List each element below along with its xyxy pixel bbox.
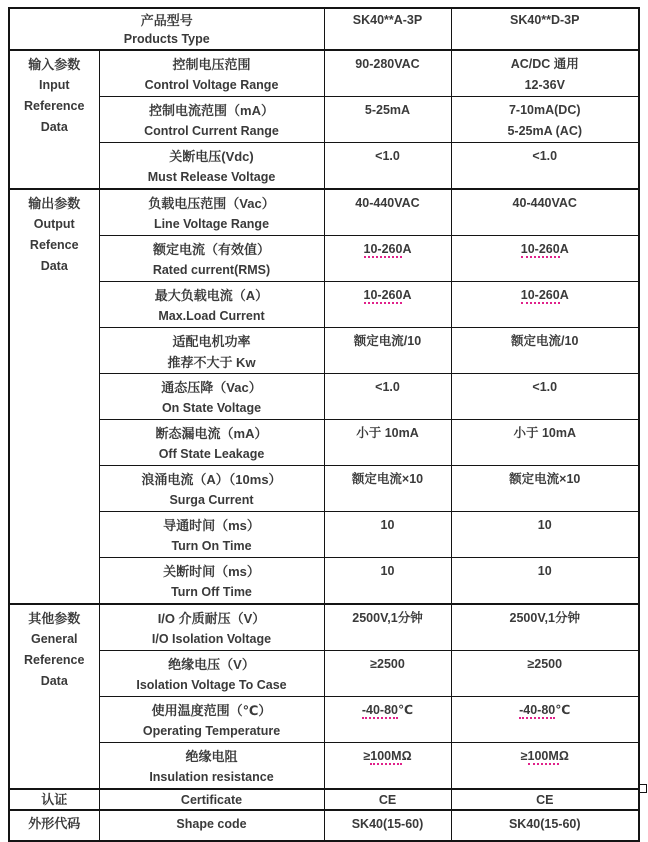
- param-cell: [99, 466, 324, 512]
- row-must-release-voltage: [9, 143, 639, 190]
- value-line: 额定电流×10: [351, 472, 424, 486]
- param-zh: 绝缘电阻: [185, 749, 238, 764]
- param-en: Control Voltage Range: [144, 78, 279, 92]
- param-zh: 额定电流（有效值）: [152, 242, 270, 257]
- param-cell: [99, 97, 324, 143]
- value-line: ≥2500: [527, 657, 563, 671]
- row-insulation-resistance: [9, 743, 639, 790]
- model-a-label: SK40**A-3P: [352, 13, 423, 27]
- category-output: [9, 189, 99, 604]
- category-input-line: Reference: [24, 99, 85, 113]
- table-resize-handle-icon[interactable]: [639, 784, 647, 793]
- category-general-line: General: [30, 632, 78, 646]
- value-line: 10-260A: [520, 242, 569, 256]
- param-en: Line Voltage Range: [153, 217, 270, 231]
- value-cell-d: SK40(15-60): [451, 810, 639, 841]
- row-control-current: [9, 97, 639, 143]
- value-line: 额定电流/10: [353, 334, 422, 348]
- row-max-load-current: [9, 282, 639, 328]
- category-general-line: Reference: [24, 653, 85, 667]
- value-cell-d: [451, 282, 639, 328]
- value-cell-d: [451, 50, 639, 97]
- param-zh: 最大负载电流（A）: [154, 288, 269, 303]
- value-line: 90-280VAC: [355, 57, 420, 71]
- param-cell: [99, 374, 324, 420]
- param-cell: [99, 328, 324, 374]
- param-en: Operating Temperature: [142, 724, 281, 738]
- value-line: -40-80℃: [519, 703, 571, 717]
- value-cell-d: [451, 697, 639, 743]
- value-cell-a: [324, 50, 451, 97]
- row-certificate: [9, 789, 639, 810]
- value-line: 5-25mA: [364, 103, 411, 117]
- spec-table: [8, 7, 640, 842]
- value-cell-d: [451, 512, 639, 558]
- param-en: Control Current Range: [144, 124, 279, 138]
- param-cell: [99, 512, 324, 558]
- spellcheck-underline: 10-260: [520, 242, 560, 256]
- value-cell-a: [324, 143, 451, 190]
- param-cell: [99, 236, 324, 282]
- value-cell-a: [324, 420, 451, 466]
- value-line: -40-80℃: [361, 703, 414, 717]
- value-cell-a: [324, 651, 451, 697]
- value-line: 10: [380, 518, 395, 532]
- row-isolation-voltage: [9, 651, 639, 697]
- param-zh2: 推荐不大于 Kw: [167, 355, 256, 370]
- spellcheck-underline: 100M: [370, 749, 402, 763]
- param-cell: [99, 143, 324, 190]
- param-cell: [99, 50, 324, 97]
- value-cell-d: [451, 236, 639, 282]
- value-line: 额定电流×10: [509, 472, 581, 486]
- row-line-voltage: [9, 189, 639, 236]
- param-en: Rated current(RMS): [152, 263, 271, 277]
- value-line: <1.0: [375, 149, 400, 163]
- value-line: 小于 10mA: [513, 426, 577, 440]
- spellcheck-underline: -40-80: [361, 703, 398, 717]
- param-en: Turn Off Time: [171, 585, 252, 599]
- row-shape-code: [9, 810, 639, 841]
- value-line: 10: [380, 564, 395, 578]
- row-on-state-voltage: [9, 374, 639, 420]
- param-cell: [99, 420, 324, 466]
- spellcheck-underline: 10-260: [363, 242, 403, 256]
- header-row: [9, 8, 639, 50]
- category-output-line: Refence: [29, 238, 79, 252]
- value-cell-a: SK40(15-60): [324, 810, 451, 841]
- value-line: 额定电流/10: [511, 334, 579, 348]
- value-line: AC/DC 通用: [510, 57, 579, 71]
- param-en: Isolation Voltage To Case: [136, 678, 287, 692]
- param-cell: Certificate: [99, 789, 324, 810]
- param-en: Max.Load Current: [158, 309, 265, 323]
- category-output-line: Output: [33, 217, 75, 231]
- value-cell-a: [324, 374, 451, 420]
- param-cell: [99, 604, 324, 651]
- value-cell-a: [324, 236, 451, 282]
- value-line: ≥100MΩ: [363, 749, 412, 763]
- value-cell-a: [324, 604, 451, 651]
- param-cell: [99, 282, 324, 328]
- param-zh: 通态压降（Vac）: [161, 380, 262, 395]
- param-zh: 控制电压范围: [172, 57, 251, 72]
- param-cell: Shape code: [99, 810, 324, 841]
- category-shape-code: 外形代码: [9, 810, 99, 841]
- row-rated-current: [9, 236, 639, 282]
- category-general-zh: 其他参数: [28, 611, 81, 626]
- spellcheck-underline: 100M: [527, 749, 559, 763]
- value-cell-d: [451, 558, 639, 605]
- spellcheck-underline: 10-260: [520, 288, 560, 302]
- value-line: ≥100MΩ: [520, 749, 569, 763]
- products-type-en: Products Type: [123, 32, 210, 46]
- param-zh: 浪涌电流（A）（10ms）: [141, 472, 282, 487]
- value-cell-a: [324, 558, 451, 605]
- param-zh: 绝缘电压（V）: [168, 657, 255, 672]
- category-input-zh: 输入参数: [28, 57, 81, 72]
- category-general: [9, 604, 99, 789]
- category-output-zh: 输出参数: [28, 196, 81, 211]
- value-cell-d: [451, 604, 639, 651]
- model-d-header: [451, 8, 639, 50]
- param-cell: [99, 651, 324, 697]
- param-zh: 负载电压范围（Vac）: [148, 196, 275, 211]
- row-surge-current: [9, 466, 639, 512]
- param-en: Off State Leakage: [158, 447, 265, 461]
- param-zh: I/O 介质耐压（V）: [157, 611, 266, 626]
- spellcheck-underline: -40-80: [519, 703, 556, 717]
- category-input-line: Data: [40, 120, 68, 134]
- param-zh: 断态漏电流（mA）: [155, 426, 268, 441]
- value-cell-d: [451, 374, 639, 420]
- value-cell-d: [451, 97, 639, 143]
- param-zh: 控制电流范围（mA）: [149, 103, 274, 118]
- value-cell-a: CE: [324, 789, 451, 810]
- param-en: Insulation resistance: [149, 770, 274, 784]
- value-line: 小于 10mA: [356, 426, 419, 440]
- value-cell-d: [451, 143, 639, 190]
- value-line: 10: [537, 564, 552, 578]
- value-line: 12-36V: [524, 78, 565, 92]
- value-line: 5-25mA (AC): [507, 124, 583, 138]
- value-cell-d: [451, 651, 639, 697]
- row-turn-on-time: [9, 512, 639, 558]
- value-line: 40-440VAC: [512, 196, 577, 210]
- value-cell-d: [451, 466, 639, 512]
- param-cell: [99, 558, 324, 605]
- value-cell-a: [324, 697, 451, 743]
- param-cell: [99, 189, 324, 236]
- row-operating-temperature: [9, 697, 639, 743]
- value-line: <1.0: [375, 380, 400, 394]
- param-zh: 关断电压(Vdc): [169, 149, 254, 164]
- row-off-state-leakage: [9, 420, 639, 466]
- value-cell-a: [324, 743, 451, 790]
- value-line: 10-260A: [520, 288, 569, 302]
- category-input-line: Input: [38, 78, 70, 92]
- value-line: 2500V,1分钟: [509, 611, 580, 625]
- model-d-label: SK40**D-3P: [510, 13, 580, 27]
- param-en: On State Voltage: [161, 401, 262, 415]
- model-a-header: [324, 8, 451, 50]
- param-zh: 使用温度范围（℃）: [151, 703, 272, 718]
- value-line: 10-260A: [363, 242, 412, 256]
- category-general-line: Data: [40, 674, 68, 688]
- category-certificate: 认证: [9, 789, 99, 810]
- param-cell: [99, 697, 324, 743]
- value-line: 2500V,1分钟: [352, 611, 423, 625]
- param-cell: [99, 743, 324, 790]
- value-cell-a: [324, 328, 451, 374]
- products-type-zh: 产品型号: [140, 13, 193, 28]
- value-cell-a: [324, 282, 451, 328]
- value-cell-a: [324, 466, 451, 512]
- value-cell-d: [451, 743, 639, 790]
- param-zh: 导通时间（ms）: [163, 518, 260, 533]
- row-control-voltage: [9, 50, 639, 97]
- value-line: 10: [537, 518, 552, 532]
- products-type-cell: [9, 8, 324, 50]
- row-turn-off-time: [9, 558, 639, 605]
- value-line: <1.0: [532, 149, 558, 163]
- value-cell-d: [451, 420, 639, 466]
- row-io-isolation: [9, 604, 639, 651]
- value-cell-d: [451, 328, 639, 374]
- row-motor-power: [9, 328, 639, 374]
- param-en: Must Release Voltage: [147, 170, 276, 184]
- value-line: ≥2500: [370, 657, 405, 671]
- param-zh: 关断时间（ms）: [163, 564, 260, 579]
- param-zh: 适配电机功率: [172, 334, 251, 349]
- param-en: Surga Current: [169, 493, 254, 507]
- value-line: 10-260A: [363, 288, 412, 302]
- value-cell-a: [324, 512, 451, 558]
- category-output-line: Data: [40, 259, 68, 273]
- value-cell-d: [451, 189, 639, 236]
- value-line: 40-440VAC: [355, 196, 420, 210]
- value-cell-a: [324, 189, 451, 236]
- spellcheck-underline: 10-260: [363, 288, 403, 302]
- value-line: 7-10mA(DC): [508, 103, 581, 117]
- param-en: Turn On Time: [171, 539, 252, 553]
- category-input: [9, 50, 99, 189]
- param-en: I/O Isolation Voltage: [151, 632, 272, 646]
- value-cell-d: CE: [451, 789, 639, 810]
- value-cell-a: [324, 97, 451, 143]
- value-line: <1.0: [532, 380, 558, 394]
